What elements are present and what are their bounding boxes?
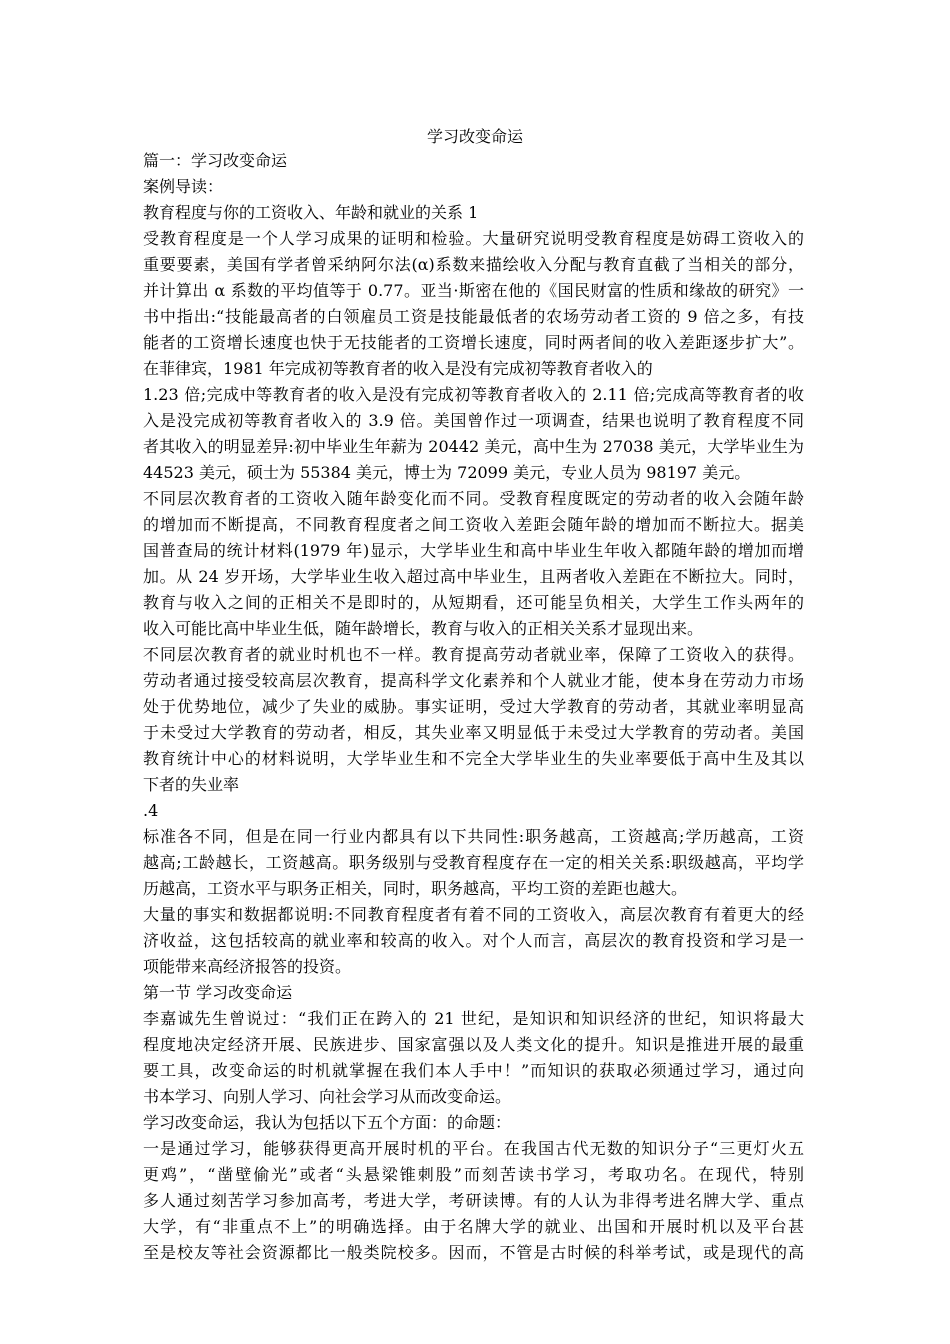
text-line: 教育统计中心的材料说明，大学毕业生和不完全大学毕业生的失业率要低于高中生及其以: [143, 749, 804, 768]
text-line: 济收益，这包括较高的就业率和较高的收入。对个人而言，高层次的教育投资和学习是一: [143, 931, 804, 950]
text-line: 篇一：学习改变命运: [143, 151, 288, 170]
text-line: 案例导读：: [143, 177, 224, 196]
text-line: 历越高，工资水平与职务正相关，同时，职务越高，平均工资的差距也越大。: [143, 879, 688, 898]
text-line: 于未受过大学教育的劳动者，相反，其失业率又明显低于未受过大学教育的劳动者。美国: [143, 723, 804, 742]
text-line: 大学，有“非重点不上”的明确选择。由于名牌大学的就业、出国和开展时机以及平台甚: [143, 1217, 804, 1236]
text-line: 在菲律宾，1981 年完成初等教育者的收入是没有完成初等教育者收入的: [143, 359, 653, 378]
text-line: 程度地决定经济开展、民族进步、国家富强以及人类文化的提升。知识是推进开展的最重: [143, 1035, 804, 1054]
text-line: 收入可能比高中毕业生低，随年龄增长，教育与收入的正相关关系才显现出来。: [143, 619, 704, 638]
text-line: 并计算出 α 系数的平均值等于 0.77。亚当·斯密在他的《国民财富的性质和缘故的研究》一: [143, 281, 804, 300]
text-line: 能者的工资增长速度也快于无技能者的工资增长速度，同时两者间的收入差距逐步扩大”。: [143, 333, 804, 352]
text-line: 越高;工龄越长，工资越高。职务级别与受教育程度存在一定的相关关系:职级越高，平均学: [143, 853, 804, 872]
text-line: 重要要素，美国有学者曾采纳阿尔法(α)系数来描绘收入分配与教育直截了当相关的部分，: [143, 255, 804, 274]
text-line: 劳动者通过接受较高层次教育，提高科学文化素养和个人就业才能，使本身在劳动力市场: [143, 671, 804, 690]
text-line: 不同层次教育者的工资收入随年龄变化而不同。受教育程度既定的劳动者的收入会随年龄: [143, 489, 804, 508]
text-line: 44523 美元，硕士为 55384 美元，博士为 72099 美元，专业人员为 98197 美元。: [143, 463, 751, 482]
text-line: 处于优势地位，减少了失业的威胁。事实证明，受过大学教育的劳动者，其就业率明显高: [143, 697, 804, 716]
text-line: 教育程度与你的工资收入、年龄和就业的关系 1: [143, 203, 479, 222]
text-line: 1.23 倍;完成中等教育者的收入是没有完成初等教育者收入的 2.11 倍;完成高等教育者的收: [143, 385, 804, 404]
text-line: 的增加而不断提高，不同教育程度者之间工资收入差距会随年龄的增加而不断拉大。据美: [143, 515, 804, 534]
section-heading: 第一节 学习改变命运: [143, 983, 293, 1002]
text-line: .4: [143, 801, 159, 820]
text-line: 国普查局的统计材料(1979 年)显示，大学毕业生和高中毕业生年收入都随年龄的增加而增: [143, 541, 804, 560]
text-line: 至是校友等社会资源都比一般类院校多。因而，不管是古时候的科举考试，或是现代的高: [143, 1243, 804, 1262]
text-line: 李嘉诚先生曾说过：“我们正在跨入的 21 世纪，是知识和知识经济的世纪，知识将最大: [143, 1009, 804, 1028]
text-line: 教育与收入之间的正相关不是即时的，从短期看，还可能呈负相关，大学生工作头两年的: [143, 593, 804, 612]
text-line: 更鸡”，“凿壁偷光”或者“头悬梁锥刺股”而刻苦读书学习，考取功名。在现代，特别: [143, 1165, 804, 1184]
text-line: 要工具，改变命运的时机就掌握在我们本人手中！”而知识的获取必须通过学习，通过向: [143, 1061, 804, 1080]
text-line: 学习改变命运，我认为包括以下五个方面：的命题：: [143, 1113, 512, 1132]
text-line: 项能带来高经济报答的投资。: [143, 957, 352, 976]
text-line: 一是通过学习，能够获得更高开展时机的平台。在我国古代无数的知识分子“三更灯火五: [143, 1139, 804, 1158]
text-line: 者其收入的明显差异:初中毕业生年薪为 20442 美元，高中生为 27038 美元，大学毕业生为: [143, 437, 804, 456]
text-line: 标准各不同，但是在同一行业内都具有以下共同性:职务越高，工资越高;学历越高，工资: [143, 827, 804, 846]
text-line: 书本学习、向别人学习、向社会学习从而改变命运。: [143, 1087, 512, 1106]
text-line: 入是没完成初等教育者收入的 3.9 倍。美国曾作过一项调查，结果也说明了教育程度不同: [143, 411, 804, 430]
text-line: 下者的失业率: [143, 775, 240, 794]
text-line: 不同层次教育者的就业时机也不一样。教育提高劳动者就业率，保障了工资收入的获得。: [143, 645, 804, 664]
text-line: 加。从 24 岁开场，大学毕业生收入超过高中毕业生，且两者收入差距在不断拉大。同时，: [143, 567, 804, 586]
text-line: 书中指出:“技能最高者的白领雇员工资是技能最低者的农场劳动者工资的 9 倍之多，有技: [143, 307, 804, 326]
document-title: 学习改变命运: [426, 127, 523, 146]
text-line: 受教育程度是一个人学习成果的证明和检验。大量研究说明受教育程度是妨碍工资收入的: [143, 229, 804, 248]
text-line: 大量的事实和数据都说明:不同教育程度者有着不同的工资收入，高层次教育有着更大的经: [143, 905, 804, 924]
text-line: 多人通过刻苦学习参加高考，考进大学，考研读博。有的人认为非得考进名牌大学、重点: [143, 1191, 804, 1210]
